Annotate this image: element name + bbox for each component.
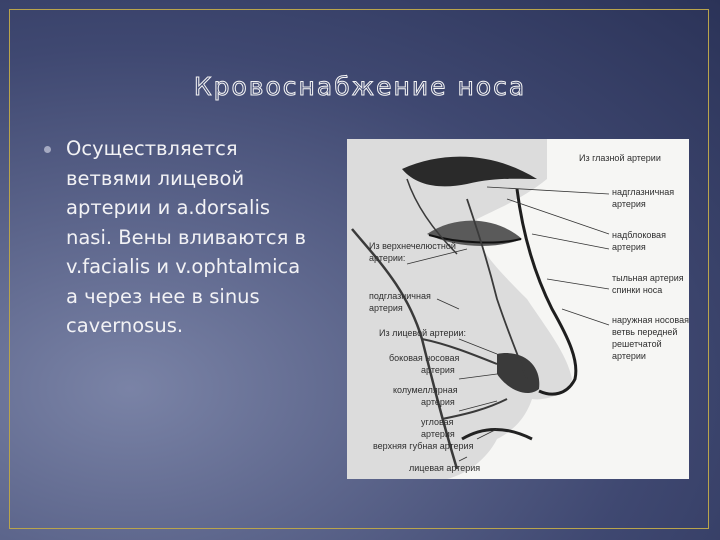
label-ext-nasal-2: ветвь передней (612, 327, 678, 337)
nose-blood-supply-illustration (347, 139, 689, 479)
label-dorsal-nasal-1: тыльная артерия (612, 273, 684, 283)
bullet-item (44, 134, 344, 341)
label-upper-labial: верхняя губная артерия (373, 441, 474, 451)
label-angular-2: артерия (421, 429, 455, 439)
label-supraorbital-2: артерия (612, 242, 646, 252)
label-supraorbital-1: надблоковая (612, 230, 666, 240)
label-ext-nasal-1: наружная носовая (612, 315, 689, 325)
label-from-maxillary-2: артерии: (369, 253, 406, 263)
label-ext-nasal-4: артерии (612, 351, 646, 361)
label-facial-artery: лицевая артерия (409, 463, 481, 473)
label-dorsal-nasal-2: спинки носа (612, 285, 663, 295)
label-from-facial: Из лицевой артерии: (379, 328, 467, 338)
label-infraorbital-1: подглазничная (369, 291, 431, 301)
label-angular-1: угловая (421, 417, 454, 427)
label-supratrochlear-2: артерия (612, 199, 646, 209)
label-from-maxillary-1: Из верхнечелюстной (369, 241, 456, 251)
label-columellar-1: колумеллярная (393, 385, 458, 395)
anatomy-drawing (347, 139, 689, 479)
bullet-text: Осуществляется ветвями лицевой артерии и a.dorsalis nasi. Вены вливаются в v.facialis и v.ophtalmica а через нее в sinus cavernosus. (66, 137, 306, 337)
label-from-ophthalmic: Из глазной артерии (579, 153, 661, 163)
label-supratrochlear-1: надглазничная (612, 187, 675, 197)
slide-title: Кровоснабжение носа (193, 72, 527, 101)
label-ext-nasal-3: решетчатой (612, 339, 662, 349)
label-columellar-2: артерия (421, 397, 455, 407)
label-infraorbital-2: артерия (369, 303, 403, 313)
bullet-dot (44, 146, 51, 153)
label-lateral-nasal-1: боковая носовая (389, 353, 460, 363)
label-lateral-nasal-2: артерия (421, 365, 455, 375)
